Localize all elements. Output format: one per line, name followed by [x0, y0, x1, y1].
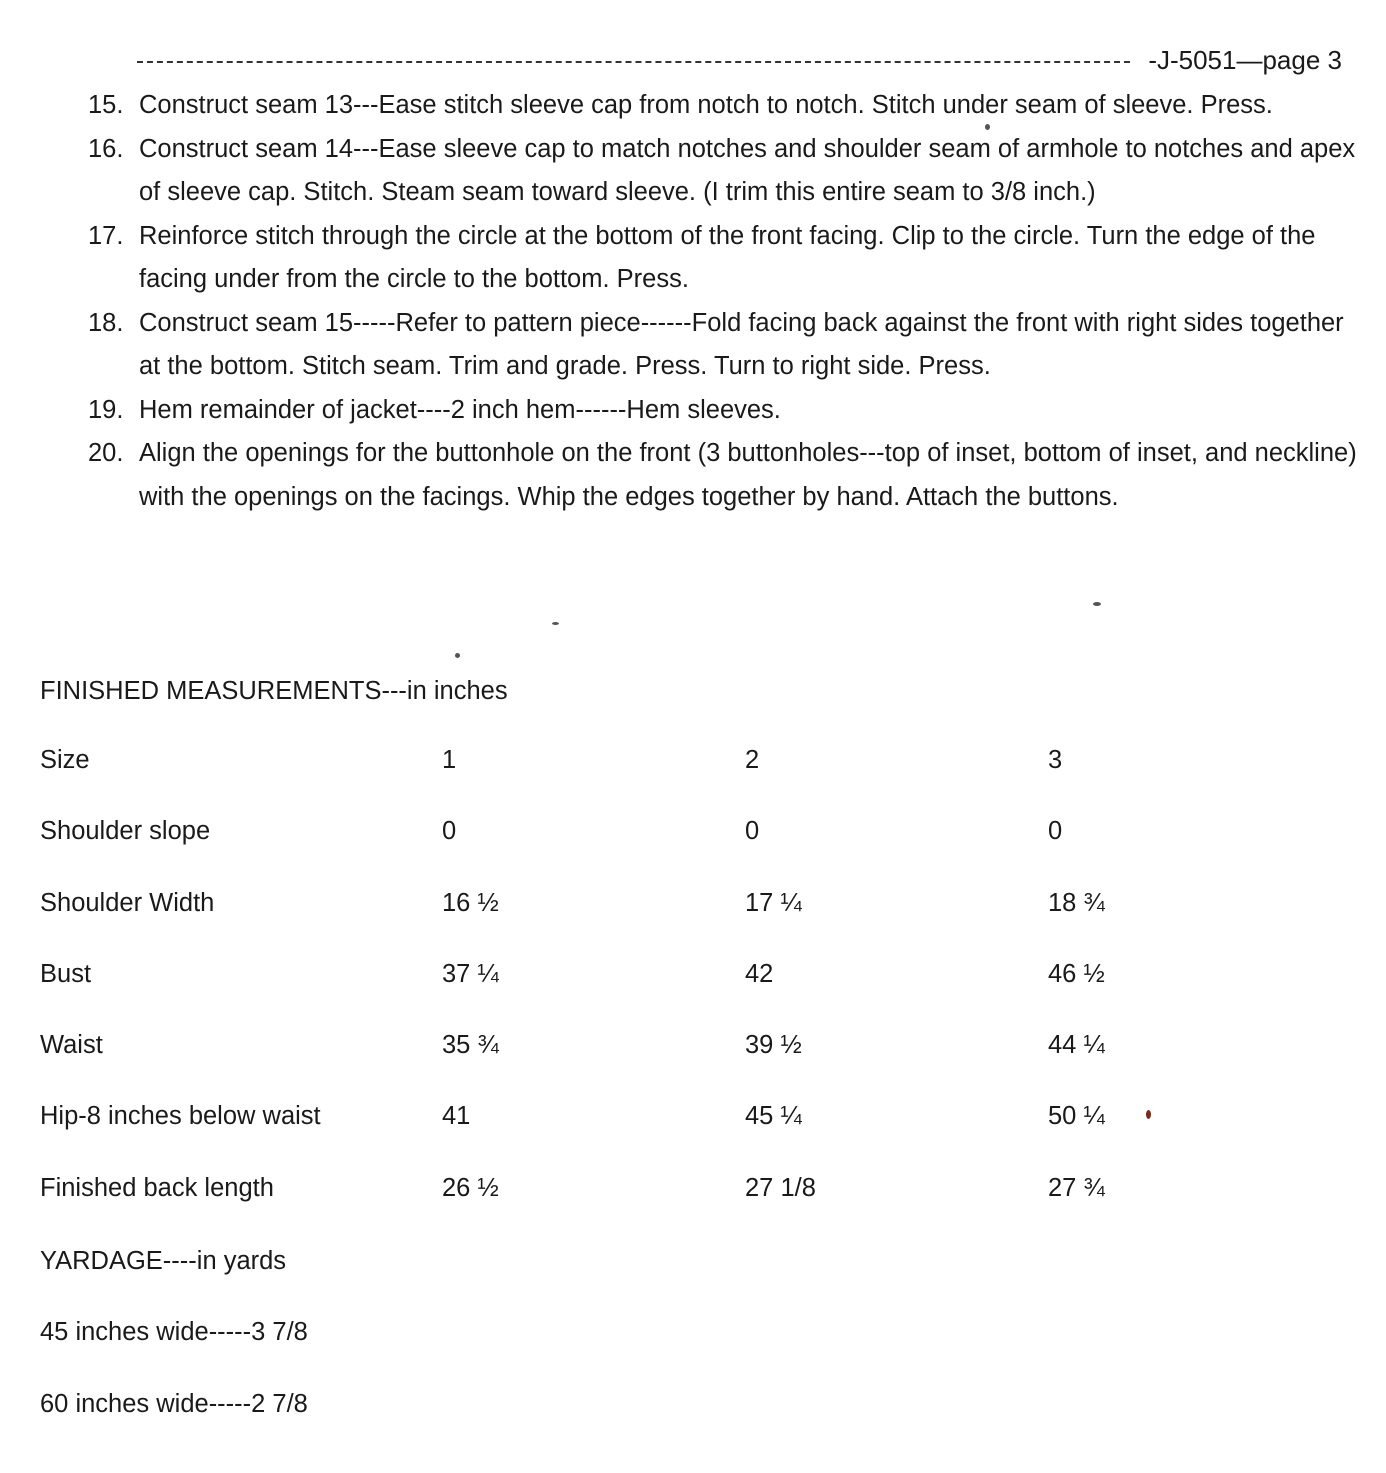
size-3-value: 44 ¼ [1048, 1031, 1105, 1060]
table-row [40, 1174, 1240, 1245]
step-number: 15. [88, 91, 124, 119]
size-2-value: 0 [745, 817, 760, 846]
scan-speck [1093, 602, 1101, 606]
step-item [88, 215, 1368, 302]
size-1-value: 26 ½ [442, 1173, 499, 1202]
yardage-title: YARDAGE----in yards [40, 1247, 287, 1275]
table-row [40, 889, 1240, 960]
step-text: Construct seam 15-----Refer to pattern piece------Fold facing back against the front with right sides together at the bottom. Stitch seam. Trim and grade. Press. Turn to right side. Press. [139, 308, 1344, 380]
row-label: Shoulder slope [40, 817, 211, 846]
step-text: Hem remainder of jacket----2 inch hem------Hem sleeves. [139, 395, 781, 424]
size-2-value: 39 ½ [745, 1031, 802, 1060]
step-number: 18. [88, 308, 124, 337]
size-3-value: 0 [1048, 817, 1063, 846]
row-label: Bust [40, 959, 92, 988]
instruction-steps [88, 84, 1368, 519]
step-item [88, 84, 1368, 128]
size-2-value: 17 ¼ [745, 888, 802, 917]
step-number: 20. [88, 439, 124, 467]
page-reference: -J-5051—page 3 [1148, 44, 1342, 75]
step-item [88, 432, 1368, 519]
yardage-section [40, 1247, 308, 1461]
table-row [40, 817, 1240, 888]
table-row [40, 1102, 1240, 1173]
size-1-value: 0 [442, 817, 457, 846]
size-1-value: 41 [442, 1102, 471, 1131]
size-2-value: 42 [745, 959, 774, 988]
size-1-value: 1 [442, 746, 457, 774]
size-3-value: 27 ¾ [1048, 1173, 1105, 1202]
size-1-value: 35 ¾ [442, 1031, 499, 1060]
row-label: Finished back length [40, 1173, 274, 1202]
size-3-value: 18 ¾ [1048, 888, 1105, 917]
size-2-value: 2 [745, 746, 760, 774]
table-row [40, 960, 1240, 1031]
size-2-value: 45 ¼ [745, 1102, 802, 1131]
step-item [88, 128, 1368, 215]
scan-speck [1146, 1110, 1151, 1119]
yardage-line: 60 inches wide-----2 7/8 [40, 1389, 308, 1418]
table-row [40, 1031, 1240, 1102]
step-number: 17. [88, 221, 124, 250]
row-label: Hip-8 inches below waist [40, 1102, 321, 1131]
size-3-value: 46 ½ [1048, 959, 1105, 988]
step-number: 19. [88, 395, 124, 424]
step-text: Construct seam 14---Ease sleeve cap to match notches and shoulder seam of armhole to notches and apex of sleeve cap. Stitch. Steam seam toward sleeve. (I trim this entire seam to 3/8 inch.) [139, 134, 1356, 206]
dashed-rule [137, 61, 1130, 63]
table-row [40, 746, 1240, 817]
size-1-value: 37 ¼ [442, 959, 499, 988]
row-label: Waist [40, 1031, 103, 1060]
step-item [88, 389, 1368, 433]
size-1-value: 16 ½ [442, 888, 499, 917]
yardage-line: 45 inches wide-----3 7/8 [40, 1318, 308, 1347]
measurements-title: FINISHED MEASUREMENTS---in inches [40, 677, 508, 705]
step-number: 16. [88, 134, 124, 163]
step-text: Construct seam 13---Ease stitch sleeve cap from notch to notch. Stitch under seam of sleeve. Press. [139, 91, 1273, 119]
page-header [137, 44, 1342, 76]
row-label: Shoulder Width [40, 888, 215, 917]
measurements-table [40, 746, 1240, 1245]
size-3-value: 3 [1048, 746, 1063, 774]
size-3-value: 50 ¼ [1048, 1102, 1105, 1131]
step-text: Reinforce stitch through the circle at the bottom of the front facing. Clip to the circle. Turn the edge of the facing under from the circle to the bottom. Press. [139, 221, 1316, 293]
step-item [88, 302, 1368, 389]
scan-speck [455, 653, 460, 658]
row-label: Size [40, 746, 90, 774]
scan-speck [985, 124, 990, 130]
step-text: Align the openings for the buttonhole on the front (3 buttonholes---top of inset, bottom of inset, and neckline) with the openings on the facings. Whip the edges together by hand. Attach the buttons. [139, 439, 1357, 511]
size-2-value: 27 1/8 [745, 1173, 816, 1202]
scan-speck [552, 622, 559, 625]
